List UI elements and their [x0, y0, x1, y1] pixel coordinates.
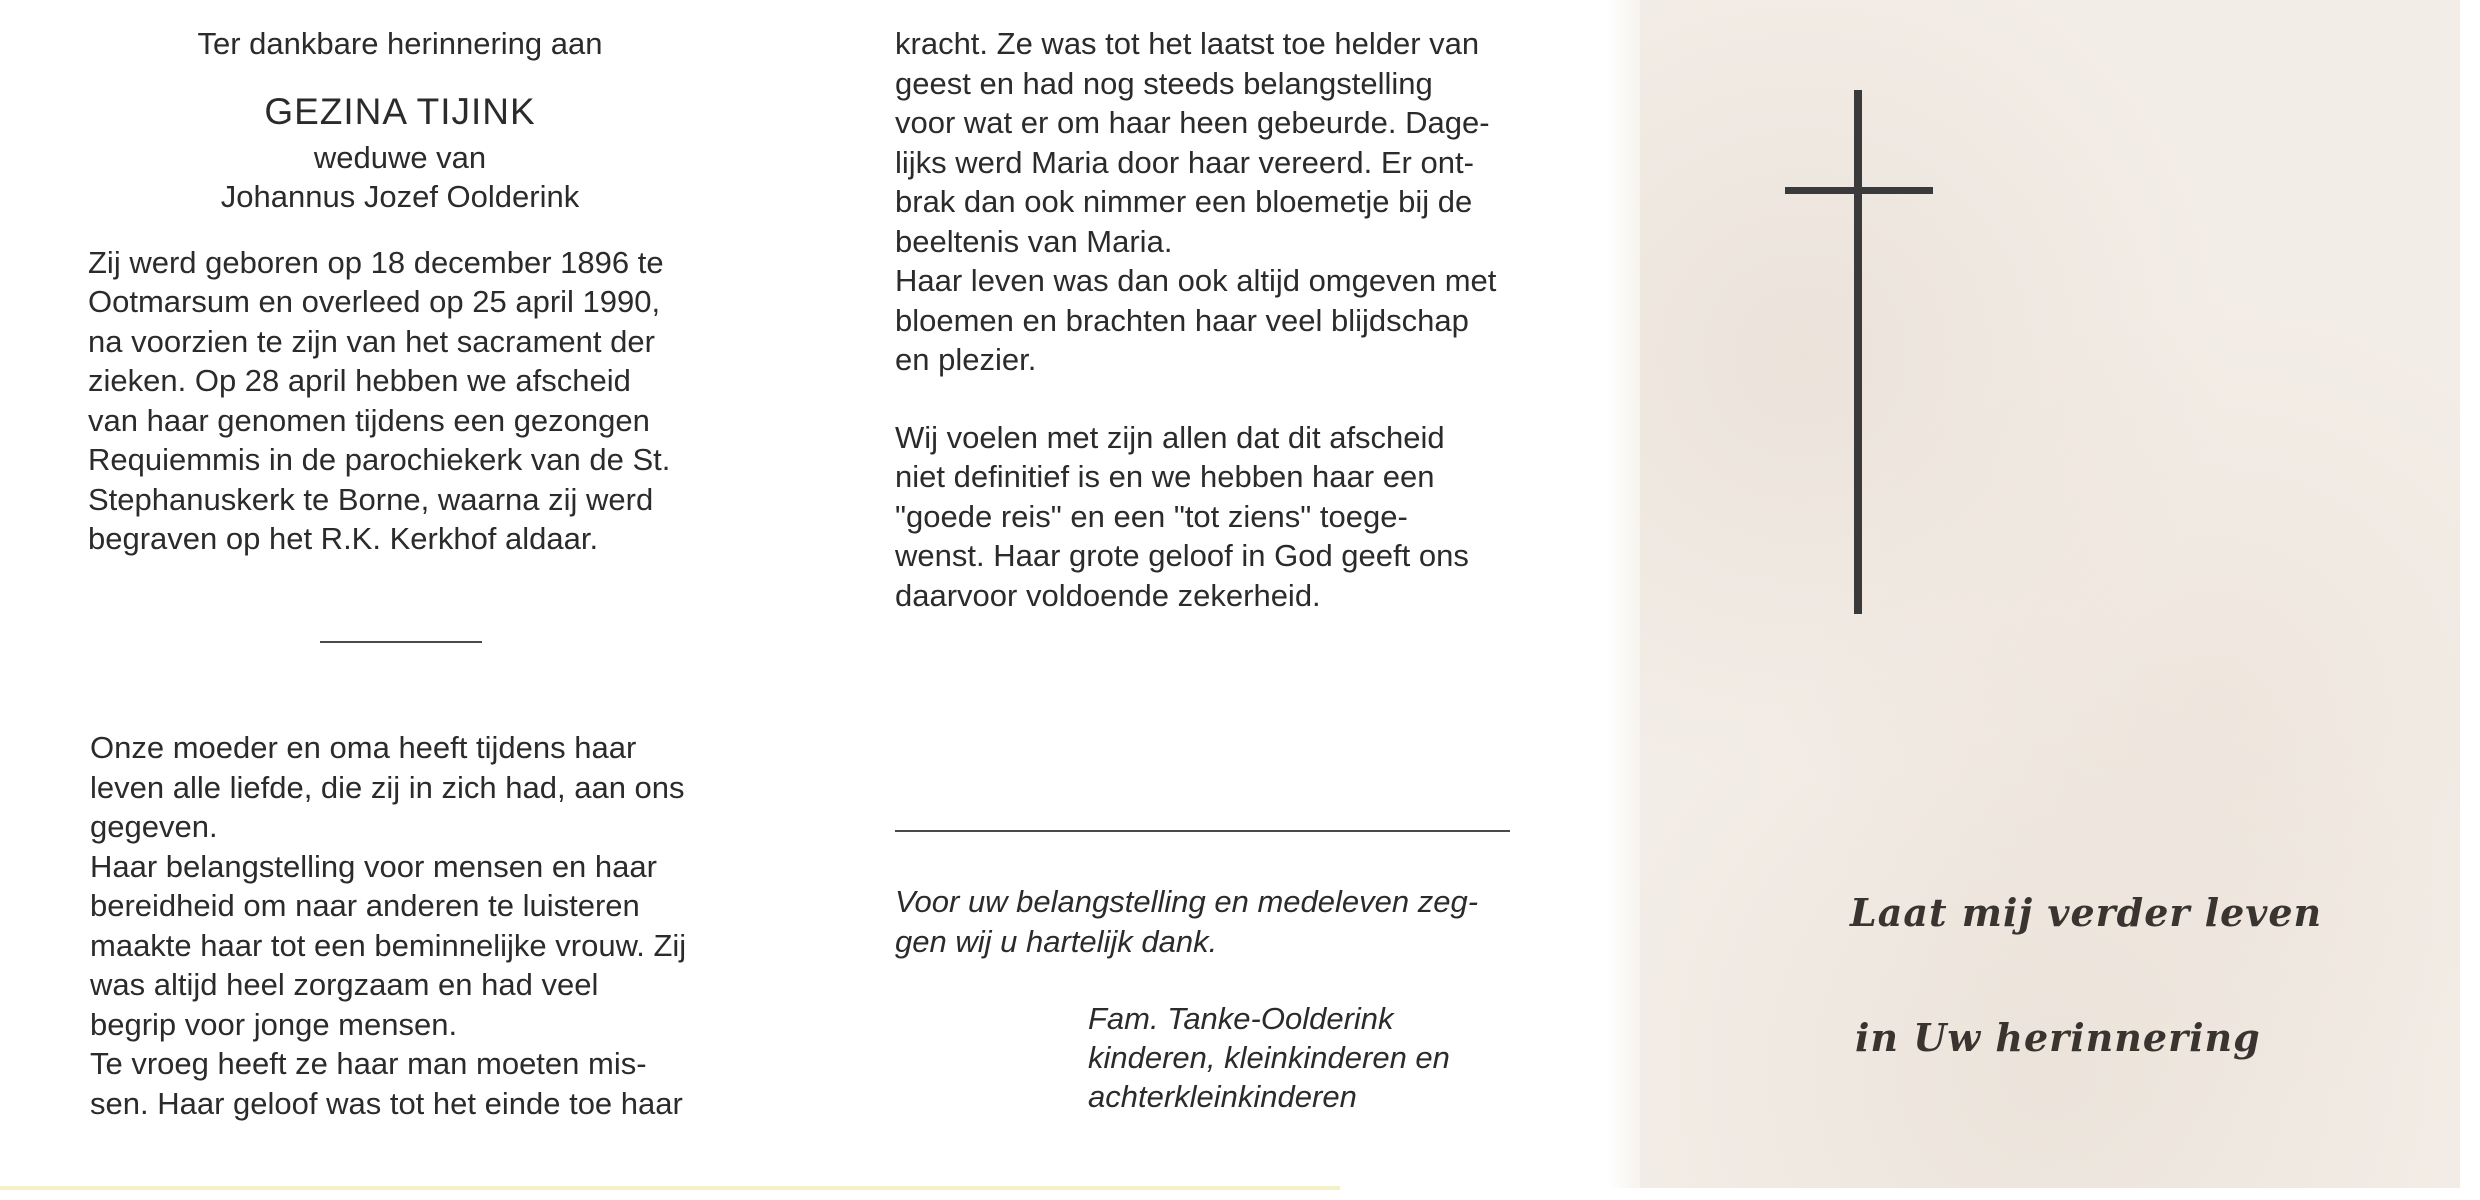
quote-line-1: Laat mij verder leven: [1850, 890, 2323, 935]
middle-line: Haar leven was dan ook altijd omgeven met: [895, 263, 1497, 298]
family-line: kinderen, kleinkinderen en: [1088, 1040, 1450, 1075]
life-line: maakte haar tot een beminnelijke vrouw. Zij: [90, 927, 687, 963]
birth-line: Ootmarsum en overleed op 25 april 1990,: [88, 284, 661, 319]
thanks-text: [895, 882, 1520, 962]
birth-line-last: begraven op het R.K. Kerkhof aldaar.: [88, 521, 599, 556]
family-line: Fam. Tanke-Oolderink: [1088, 1001, 1394, 1036]
family-line: achterkleinkinderen: [1088, 1079, 1357, 1114]
short-divider: [320, 641, 482, 643]
life-paragraph: [90, 728, 714, 1123]
middle-column: [895, 24, 1520, 615]
paper-edge: [0, 1186, 1340, 1190]
middle-line: en plezier.: [895, 342, 1037, 377]
birth-line: Zij werd geboren op 18 december 1896 te: [88, 244, 664, 280]
cross-icon: [1640, 0, 2460, 700]
middle-line: bloemen en brachten haar veel blijdschap: [895, 302, 1469, 338]
thanks-line: Voor uw belangstelling en medeleven zeg-: [895, 884, 1479, 919]
middle-line: lijks werd Maria door haar vereerd. Er ont-: [895, 144, 1474, 180]
middle-line: geest en had nog steeds belangstelling: [895, 65, 1433, 101]
life-line: bereidheid om naar anderen te luisteren: [90, 888, 640, 923]
life-line: Haar belangstelling voor mensen en haar: [90, 848, 657, 884]
left-column: [88, 24, 712, 559]
middle-line: daarvoor voldoende zekerheid.: [895, 577, 1321, 613]
middle-line: Wij voelen met zijn allen dat dit afscheid: [895, 419, 1445, 455]
birth-line: na voorzien te zijn van het sacrament der: [88, 323, 655, 359]
life-line: Onze moeder en oma heeft tijdens haar: [90, 730, 637, 765]
middle-line: voor wat er om haar heen gebeurde. Dage-: [895, 105, 1490, 140]
life-line: begrip voor jonge mensen.: [90, 1006, 458, 1042]
life-line: was altijd heel zorgzaam en had veel: [90, 967, 599, 1002]
intro-text: Ter dankbare herinnering aan: [197, 26, 603, 61]
quote-line-2: in Uw herinnering: [1855, 1015, 2261, 1060]
birth-line: Requiemmis in de parochiekerk van de St.: [88, 442, 671, 477]
middle-line: brak dan ook nimmer een bloemetje bij de: [895, 184, 1473, 219]
widow-label: weduwe van: [313, 139, 487, 175]
middle-line: niet definitief is en we hebben haar een: [895, 459, 1435, 494]
family-signature: [1088, 999, 1518, 1116]
fold-edge: [1608, 0, 1640, 1188]
birth-paragraph: [88, 243, 712, 559]
middle-line: "goede reis" en een "tot ziens" toege-: [895, 498, 1408, 534]
life-line: gegeven.: [90, 809, 218, 844]
birth-line: zieken. Op 28 april hebben we afscheid: [88, 363, 631, 398]
life-line: sen. Haar geloof was tot het einde toe haar: [90, 1085, 683, 1121]
birth-line: Stephanuskerk te Borne, waarna zij werd: [88, 481, 654, 517]
birth-line: van haar genomen tijdens een gezongen: [88, 402, 650, 438]
middle-line: wenst. Haar grote geloof in God geeft ons: [895, 538, 1469, 573]
middle-line: beeltenis van Maria.: [895, 223, 1173, 259]
middle-line: kracht. Ze was tot het laatst toe helder van: [895, 26, 1480, 61]
life-line: Te vroeg heeft ze haar man moeten mis-: [90, 1046, 647, 1081]
spouse-name: Johannus Jozef Oolderink: [220, 179, 580, 214]
cover-panel: [1640, 0, 2460, 1188]
thanks-line: gen wij u hartelijk dank.: [895, 924, 1218, 959]
long-divider: [895, 830, 1510, 832]
deceased-name: GEZINA TIJINK: [264, 90, 536, 132]
paragraph-gap: [895, 380, 1520, 418]
life-line: leven alle liefde, die zij in zich had, aan ons: [90, 769, 685, 805]
